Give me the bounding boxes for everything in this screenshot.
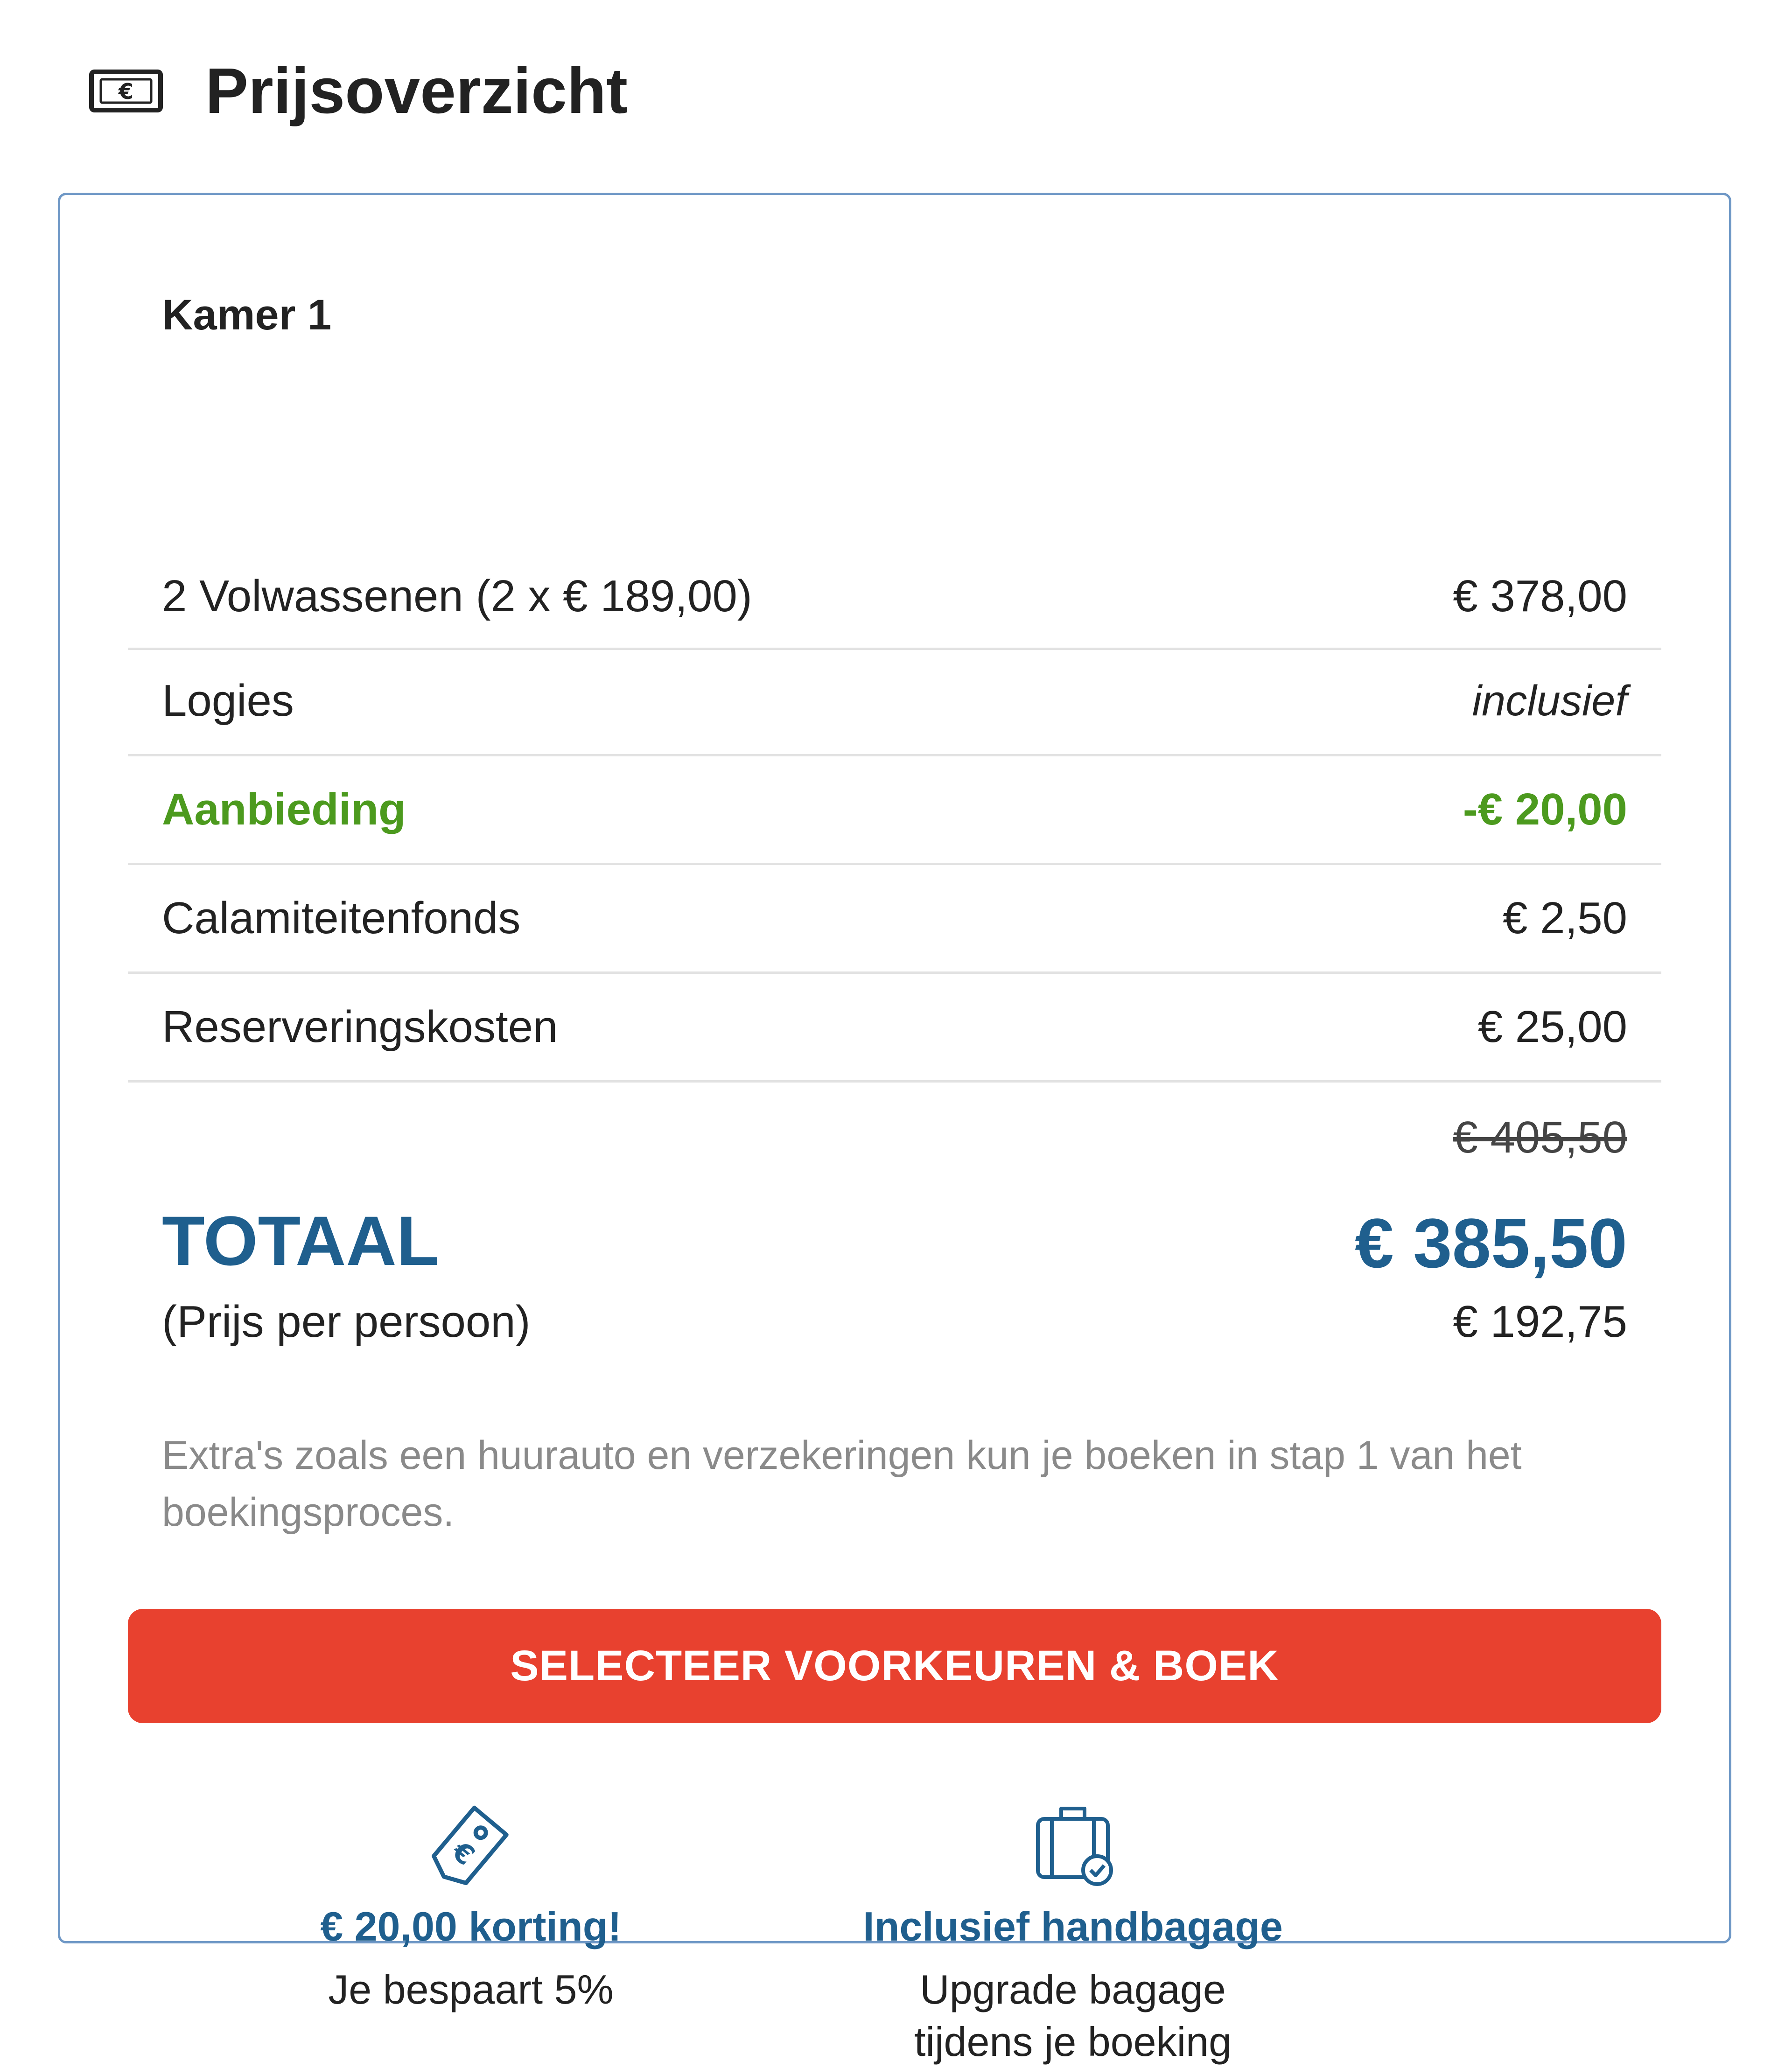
discount-title: € 20,00 korting! [320, 1903, 622, 1949]
discount-feature [261, 1800, 681, 2016]
svg-text:€: € [446, 1835, 481, 1872]
hand-luggage-title: Inclusief handbagage [863, 1903, 1283, 1949]
price-overview-header [89, 51, 628, 131]
line-label: Calamiteitenfonds [162, 893, 521, 943]
line-booking-costs [128, 974, 1661, 1083]
money-icon [89, 65, 163, 117]
line-calamity-fund [128, 865, 1661, 974]
per-person-price: € 192,75 [1453, 1297, 1627, 1347]
line-adults [128, 536, 1661, 650]
room-title: Kamer 1 [162, 291, 332, 339]
price-tag-icon [261, 1800, 681, 1889]
page-title: Prijsoverzicht [205, 55, 628, 127]
line-value: € 378,00 [1453, 571, 1627, 621]
line-label: Logies [162, 676, 294, 726]
line-value: -€ 20,00 [1463, 784, 1627, 834]
original-total-price: € 405,50 [1453, 1112, 1627, 1162]
hand-luggage-text-line: Upgrade bagage [920, 1966, 1226, 2012]
total-label: TOTAAL [162, 1202, 440, 1280]
svg-text:€: € [118, 79, 134, 104]
suitcase-icon [816, 1800, 1330, 1889]
price-summary-card [58, 193, 1731, 2065]
line-value: inclusief [1472, 677, 1627, 725]
extras-note: Extra's zoals een huurauto en verzekeringen kun je boeken in stap 1 van het boekingsproces. [162, 1433, 1522, 1535]
hand-luggage-text-line: tijdens je boeking [914, 2019, 1232, 2065]
line-label: Reserveringskosten [162, 1002, 558, 1052]
hand-luggage-text [816, 1963, 1330, 2068]
line-discount [128, 756, 1661, 865]
line-label: 2 Volwassenen (2 x € 189,00) [162, 571, 752, 621]
total-price: € 385,50 [1355, 1204, 1627, 1282]
line-value: € 2,50 [1503, 893, 1627, 943]
line-label: Aanbieding [162, 784, 406, 834]
line-value: € 25,00 [1477, 1002, 1627, 1052]
line-lodging [128, 648, 1661, 756]
per-person-label: (Prijs per persoon) [162, 1297, 531, 1347]
discount-text: Je bespaart 5% [328, 1966, 614, 2012]
select-preferences-book-button[interactable]: SELECTEER VOORKEUREN & BOEK [128, 1609, 1661, 1723]
